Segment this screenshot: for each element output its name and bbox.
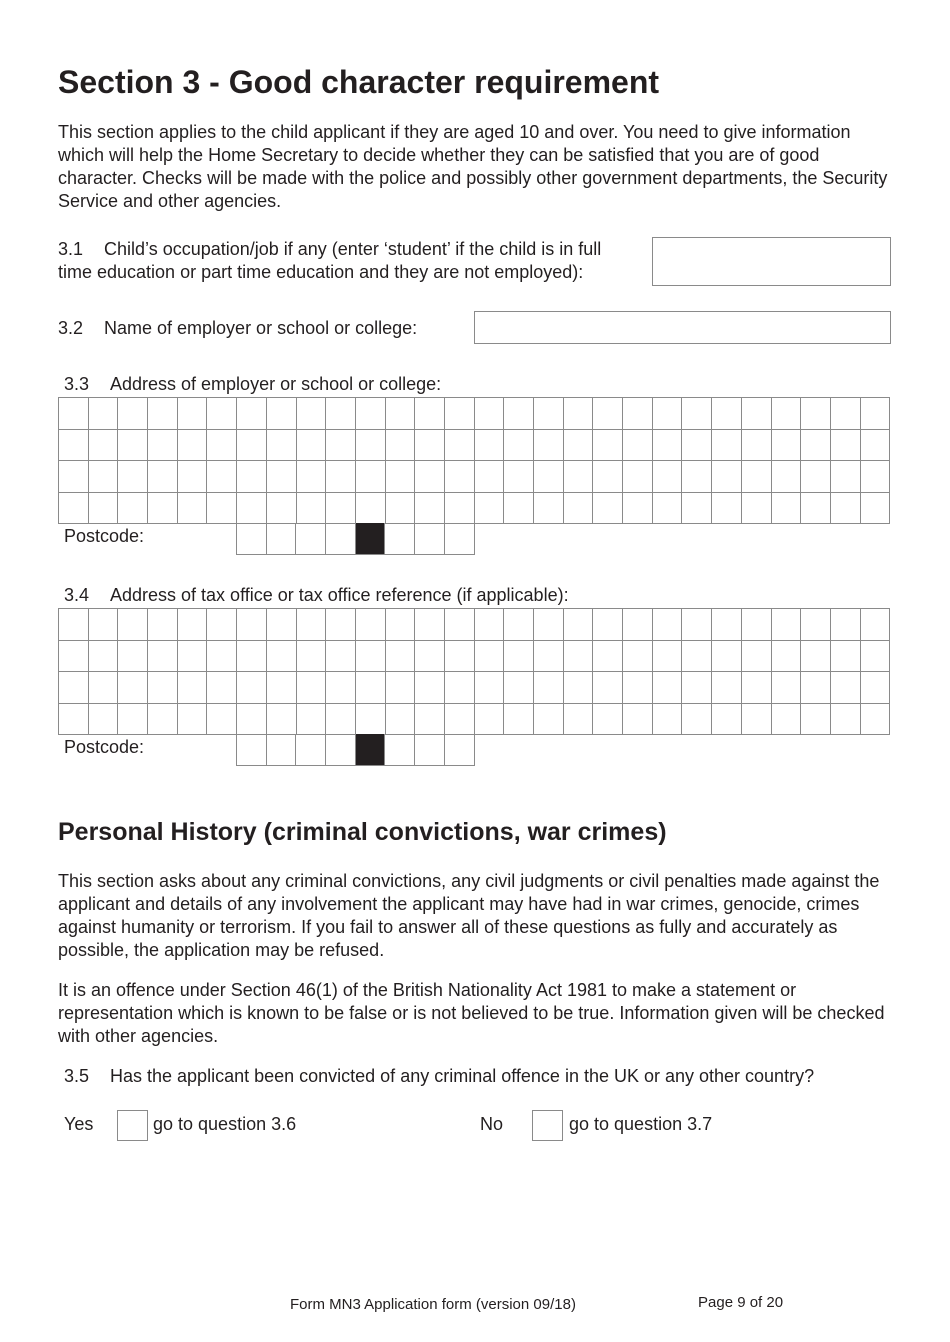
char-box[interactable] <box>207 398 237 430</box>
char-box[interactable] <box>415 734 445 766</box>
yes-label: Yes <box>64 1114 94 1134</box>
char-box[interactable] <box>326 672 356 704</box>
char-box[interactable] <box>297 609 327 641</box>
char-box[interactable] <box>772 704 802 736</box>
char-box[interactable] <box>564 430 594 462</box>
char-box[interactable] <box>326 523 356 555</box>
char-box[interactable] <box>772 609 802 641</box>
char-box[interactable] <box>772 398 802 430</box>
char-box[interactable] <box>386 672 416 704</box>
char-box[interactable] <box>742 398 772 430</box>
char-box[interactable] <box>178 461 208 493</box>
char-box[interactable] <box>178 493 208 525</box>
char-box[interactable] <box>772 672 802 704</box>
char-box[interactable] <box>296 523 326 555</box>
char-box[interactable] <box>59 493 89 525</box>
char-box[interactable] <box>148 672 178 704</box>
char-box[interactable] <box>593 493 623 525</box>
char-box[interactable] <box>504 493 534 525</box>
question-3-1-label: 3.1 Child’s occupation/job if any (enter ‘student’ if the child is in full time education or part time education and they are not employed): <box>58 239 602 282</box>
char-box[interactable] <box>356 704 386 736</box>
char-box[interactable] <box>297 461 327 493</box>
char-box[interactable] <box>89 609 119 641</box>
char-box[interactable] <box>742 641 772 673</box>
char-box[interactable] <box>831 461 861 493</box>
char-box[interactable] <box>267 609 297 641</box>
char-box[interactable] <box>861 641 891 673</box>
char-box[interactable] <box>267 398 297 430</box>
char-box[interactable] <box>593 704 623 736</box>
char-box[interactable] <box>831 704 861 736</box>
char-box[interactable] <box>356 609 386 641</box>
char-box[interactable] <box>326 461 356 493</box>
char-box[interactable] <box>593 609 623 641</box>
char-box[interactable] <box>564 704 594 736</box>
char-box[interactable] <box>59 672 89 704</box>
char-box[interactable] <box>148 641 178 673</box>
char-box[interactable] <box>356 641 386 673</box>
char-box[interactable] <box>801 461 831 493</box>
char-box[interactable] <box>326 704 356 736</box>
char-box[interactable] <box>504 672 534 704</box>
char-box[interactable] <box>207 493 237 525</box>
char-box[interactable] <box>623 672 653 704</box>
char-box[interactable] <box>386 641 416 673</box>
char-box[interactable] <box>207 461 237 493</box>
char-box[interactable] <box>297 704 327 736</box>
char-box[interactable] <box>682 461 712 493</box>
char-box[interactable] <box>148 609 178 641</box>
char-box[interactable] <box>178 430 208 462</box>
char-box[interactable] <box>861 704 891 736</box>
char-box[interactable] <box>564 461 594 493</box>
char-box[interactable] <box>831 493 861 525</box>
char-box[interactable] <box>237 398 267 430</box>
question-3-5-label: 3.5 Has the applicant been convicted of any criminal offence in the UK or any other country? <box>64 1066 815 1086</box>
char-box[interactable] <box>534 641 564 673</box>
char-box[interactable] <box>178 672 208 704</box>
question-number: 3.5 <box>64 1066 90 1086</box>
char-box[interactable] <box>445 704 475 736</box>
char-box[interactable] <box>712 704 742 736</box>
char-box[interactable] <box>297 430 327 462</box>
char-box[interactable] <box>534 398 564 430</box>
char-box[interactable] <box>801 398 831 430</box>
char-box[interactable] <box>59 704 89 736</box>
char-box[interactable] <box>207 641 237 673</box>
char-box[interactable] <box>445 609 475 641</box>
char-box[interactable] <box>415 461 445 493</box>
char-box[interactable] <box>59 398 89 430</box>
char-box[interactable] <box>445 461 475 493</box>
char-box[interactable] <box>59 461 89 493</box>
char-box[interactable] <box>831 430 861 462</box>
char-box[interactable] <box>89 461 119 493</box>
char-box[interactable] <box>237 523 267 555</box>
char-box[interactable] <box>237 672 267 704</box>
char-box[interactable] <box>742 461 772 493</box>
history-intro: This section asks about any criminal convictions, any civil judgments or civil penalties made against the applicant and details of any involvement the applicant may have had in war crimes, genocide, crimes against humanity or terrorism. If you fail to answer all of these questions as fully and accurately as possible, the application may be refused. <box>58 871 880 960</box>
char-box[interactable] <box>89 430 119 462</box>
char-box[interactable] <box>653 430 683 462</box>
char-box[interactable] <box>148 704 178 736</box>
char-box[interactable] <box>682 398 712 430</box>
char-box[interactable] <box>475 430 505 462</box>
char-box[interactable] <box>207 672 237 704</box>
char-box[interactable] <box>207 704 237 736</box>
char-box[interactable] <box>475 672 505 704</box>
char-box[interactable] <box>207 609 237 641</box>
char-box[interactable] <box>118 641 148 673</box>
char-box[interactable] <box>297 672 327 704</box>
employer-address-grid[interactable] <box>58 397 890 524</box>
char-box[interactable] <box>267 734 297 766</box>
char-box[interactable] <box>297 493 327 525</box>
char-box[interactable] <box>415 641 445 673</box>
no-checkbox[interactable] <box>532 1110 563 1141</box>
question-number: 3.1 <box>58 239 84 259</box>
tax-office-postcode-boxes[interactable] <box>236 734 475 766</box>
char-box[interactable] <box>564 641 594 673</box>
char-box[interactable] <box>712 609 742 641</box>
char-box[interactable] <box>445 430 475 462</box>
char-box[interactable] <box>623 430 653 462</box>
char-box[interactable] <box>59 430 89 462</box>
char-box[interactable] <box>297 641 327 673</box>
char-box[interactable] <box>445 641 475 673</box>
char-box[interactable] <box>742 704 772 736</box>
form-reference: Form MN3 Application form (version 09/18) <box>290 1296 576 1313</box>
char-box[interactable] <box>623 461 653 493</box>
char-box[interactable] <box>415 430 445 462</box>
char-box[interactable] <box>712 430 742 462</box>
char-box[interactable] <box>831 398 861 430</box>
char-box[interactable] <box>178 641 208 673</box>
char-box[interactable] <box>534 672 564 704</box>
char-box[interactable] <box>801 704 831 736</box>
char-box[interactable] <box>89 672 119 704</box>
char-box[interactable] <box>267 641 297 673</box>
char-box[interactable] <box>475 641 505 673</box>
char-box[interactable] <box>237 704 267 736</box>
char-box[interactable] <box>118 672 148 704</box>
char-box[interactable] <box>356 672 386 704</box>
char-box[interactable] <box>296 734 326 766</box>
char-box[interactable] <box>593 398 623 430</box>
char-box[interactable] <box>653 493 683 525</box>
char-box[interactable] <box>504 430 534 462</box>
char-box[interactable] <box>59 609 89 641</box>
tax-office-address-grid[interactable] <box>58 608 890 735</box>
page-title: Section 3 - Good character requirement <box>58 64 660 100</box>
char-box[interactable] <box>861 493 891 525</box>
char-box[interactable] <box>326 493 356 525</box>
char-box[interactable] <box>712 672 742 704</box>
char-box[interactable] <box>831 641 861 673</box>
char-box[interactable] <box>297 398 327 430</box>
char-box[interactable] <box>593 430 623 462</box>
char-box[interactable] <box>267 493 297 525</box>
yes-checkbox[interactable] <box>117 1110 148 1141</box>
char-box[interactable] <box>237 734 267 766</box>
char-box[interactable] <box>326 430 356 462</box>
char-box[interactable] <box>653 398 683 430</box>
char-box[interactable] <box>623 704 653 736</box>
char-box[interactable] <box>267 704 297 736</box>
char-box[interactable] <box>356 430 386 462</box>
char-box[interactable] <box>326 734 356 766</box>
char-box[interactable] <box>267 461 297 493</box>
char-box[interactable] <box>772 430 802 462</box>
char-box[interactable] <box>772 493 802 525</box>
char-box[interactable] <box>712 641 742 673</box>
char-box[interactable] <box>534 430 564 462</box>
char-box[interactable] <box>712 398 742 430</box>
char-box[interactable] <box>653 609 683 641</box>
char-box[interactable] <box>772 641 802 673</box>
char-box[interactable] <box>237 493 267 525</box>
char-box[interactable] <box>118 430 148 462</box>
char-box[interactable] <box>445 398 475 430</box>
char-box[interactable] <box>504 609 534 641</box>
char-box[interactable] <box>326 609 356 641</box>
no-label: No <box>480 1114 504 1134</box>
question-3-3-label: 3.3 Address of employer or school or college: <box>64 374 442 394</box>
char-box[interactable] <box>148 430 178 462</box>
char-box[interactable] <box>534 461 564 493</box>
char-box[interactable] <box>267 430 297 462</box>
employer-name-input[interactable] <box>474 311 891 344</box>
char-box[interactable] <box>504 461 534 493</box>
history-heading: Personal History (criminal convictions, war crimes) <box>58 818 667 846</box>
char-box[interactable] <box>118 461 148 493</box>
char-box[interactable] <box>207 430 237 462</box>
postcode-label: Postcode: <box>64 526 145 546</box>
char-box[interactable] <box>415 672 445 704</box>
char-box[interactable] <box>118 609 148 641</box>
char-box[interactable] <box>801 672 831 704</box>
char-box[interactable] <box>861 461 891 493</box>
char-box[interactable] <box>534 704 564 736</box>
question-number: 3.4 <box>64 585 90 605</box>
char-box[interactable] <box>623 641 653 673</box>
char-box[interactable] <box>178 704 208 736</box>
char-box[interactable] <box>534 609 564 641</box>
char-box[interactable] <box>593 461 623 493</box>
char-box[interactable] <box>59 641 89 673</box>
char-box[interactable] <box>356 493 386 525</box>
char-box[interactable] <box>653 641 683 673</box>
char-box[interactable] <box>89 704 119 736</box>
char-box[interactable] <box>386 493 416 525</box>
char-box[interactable] <box>386 430 416 462</box>
char-box[interactable] <box>742 672 772 704</box>
char-box[interactable] <box>475 398 505 430</box>
question-3-2-label: 3.2 Name of employer or school or college: <box>58 318 418 338</box>
section-intro: This section applies to the child applicant if they are aged 10 and over. You need to give information which will help the Home Secretary to decide whether they can be satisfied that you are of good character. Checks will be made with the police and possibly other government departments, the Security Service and other agencies. <box>58 122 888 211</box>
char-box[interactable] <box>386 461 416 493</box>
char-box[interactable] <box>653 704 683 736</box>
question-number: 3.3 <box>64 374 90 394</box>
char-box[interactable] <box>682 430 712 462</box>
char-box[interactable] <box>772 461 802 493</box>
char-box[interactable] <box>386 609 416 641</box>
char-box[interactable] <box>682 672 712 704</box>
char-box[interactable] <box>623 398 653 430</box>
char-box[interactable] <box>89 493 119 525</box>
char-box[interactable] <box>504 398 534 430</box>
char-box[interactable] <box>831 672 861 704</box>
occupation-input[interactable] <box>652 237 891 286</box>
char-box[interactable] <box>237 609 267 641</box>
question-3-4-label: 3.4 Address of tax office or tax office reference (if applicable): <box>64 585 569 605</box>
char-box[interactable] <box>385 523 415 555</box>
no-goto-text: go to question 3.7 <box>569 1114 713 1134</box>
char-box[interactable] <box>593 672 623 704</box>
char-box[interactable] <box>386 704 416 736</box>
employer-postcode-boxes[interactable] <box>236 523 475 555</box>
postcode-separator <box>356 523 386 555</box>
char-box[interactable] <box>237 461 267 493</box>
char-box[interactable] <box>148 493 178 525</box>
char-box[interactable] <box>415 523 445 555</box>
char-box[interactable] <box>593 641 623 673</box>
char-box[interactable] <box>801 430 831 462</box>
char-box[interactable] <box>861 672 891 704</box>
char-box[interactable] <box>237 430 267 462</box>
char-box[interactable] <box>445 493 475 525</box>
char-box[interactable] <box>415 704 445 736</box>
char-box[interactable] <box>831 609 861 641</box>
char-box[interactable] <box>326 398 356 430</box>
yes-goto-text: go to question 3.6 <box>153 1114 297 1134</box>
char-box[interactable] <box>475 493 505 525</box>
char-box[interactable] <box>385 734 415 766</box>
question-number: 3.2 <box>58 318 84 338</box>
char-box[interactable] <box>475 609 505 641</box>
char-box[interactable] <box>445 672 475 704</box>
char-box[interactable] <box>148 398 178 430</box>
char-box[interactable] <box>564 609 594 641</box>
char-box[interactable] <box>267 672 297 704</box>
char-box[interactable] <box>267 523 297 555</box>
char-box[interactable] <box>415 609 445 641</box>
char-box[interactable] <box>415 398 445 430</box>
offence-warning: It is an offence under Section 46(1) of the British Nationality Act 1981 to make a statement or representation which is known to be false or is not believed to be true. Information given will be checked with other agencies. <box>58 980 885 1046</box>
char-box[interactable] <box>326 641 356 673</box>
char-box[interactable] <box>178 398 208 430</box>
char-box[interactable] <box>445 523 475 555</box>
char-box[interactable] <box>89 641 119 673</box>
char-box[interactable] <box>712 493 742 525</box>
char-box[interactable] <box>861 398 891 430</box>
char-box[interactable] <box>445 734 475 766</box>
char-box[interactable] <box>118 704 148 736</box>
char-box[interactable] <box>415 493 445 525</box>
char-box[interactable] <box>564 493 594 525</box>
char-box[interactable] <box>682 704 712 736</box>
char-box[interactable] <box>475 461 505 493</box>
char-box[interactable] <box>801 493 831 525</box>
char-box[interactable] <box>504 641 534 673</box>
char-box[interactable] <box>564 672 594 704</box>
char-box[interactable] <box>682 641 712 673</box>
char-box[interactable] <box>742 493 772 525</box>
postcode-label: Postcode: <box>64 737 145 757</box>
char-box[interactable] <box>475 704 505 736</box>
char-box[interactable] <box>356 461 386 493</box>
char-box[interactable] <box>623 493 653 525</box>
char-box[interactable] <box>801 609 831 641</box>
char-box[interactable] <box>682 609 712 641</box>
char-box[interactable] <box>534 493 564 525</box>
char-box[interactable] <box>742 430 772 462</box>
char-box[interactable] <box>564 398 594 430</box>
char-box[interactable] <box>118 493 148 525</box>
char-box[interactable] <box>178 609 208 641</box>
char-box[interactable] <box>861 430 891 462</box>
char-box[interactable] <box>148 461 178 493</box>
char-box[interactable] <box>386 398 416 430</box>
char-box[interactable] <box>89 398 119 430</box>
char-box[interactable] <box>653 461 683 493</box>
char-box[interactable] <box>623 609 653 641</box>
char-box[interactable] <box>237 641 267 673</box>
char-box[interactable] <box>356 398 386 430</box>
char-box[interactable] <box>504 704 534 736</box>
char-box[interactable] <box>712 461 742 493</box>
char-box[interactable] <box>861 609 891 641</box>
postcode-separator <box>356 734 386 766</box>
char-box[interactable] <box>118 398 148 430</box>
char-box[interactable] <box>801 641 831 673</box>
char-box[interactable] <box>653 672 683 704</box>
char-box[interactable] <box>682 493 712 525</box>
page-number: Page 9 of 20 <box>698 1294 784 1311</box>
char-box[interactable] <box>742 609 772 641</box>
